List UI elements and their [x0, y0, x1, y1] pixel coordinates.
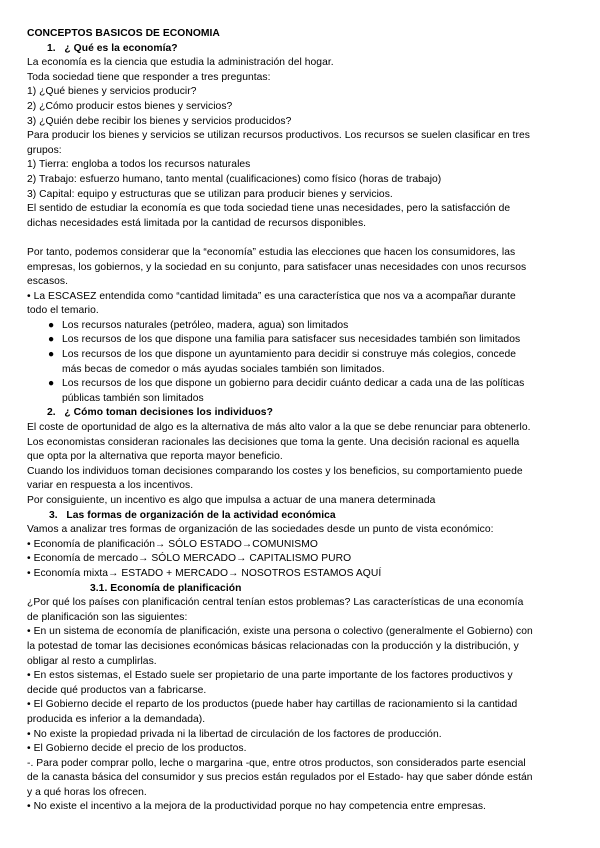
paragraph-line: Por consiguiente, un incentivo es algo que impulsa a actuar de una manera determinada	[27, 495, 436, 506]
section-number: 2.	[47, 407, 56, 419]
paragraph-line: dichas necesidades está limitada por la cantidad de recursos disponibles.	[27, 217, 367, 229]
bullet-item	[27, 348, 576, 377]
bullet-text: más becas de comedor o más ayudas sociales también son limitados.	[62, 363, 385, 375]
bullet-item	[27, 333, 576, 348]
bullet-dot-icon: ●	[48, 319, 55, 331]
paragraph-line: • El Gobierno decide el reparto de los productos (puede haber hay cartillas de racionamiento si la cantidad	[27, 699, 518, 711]
bullet-dot-icon: ●	[48, 334, 55, 346]
section-heading-3	[27, 509, 576, 524]
paragraph-line: ¿Por qué los países con planificación central tenían estos problemas? Las características de una economía	[27, 597, 524, 609]
section-number: 1.	[47, 42, 56, 54]
resource-line: 1) Tierra: engloba a todos los recursos naturales	[27, 159, 251, 171]
resource-line: 2) Trabajo: esfuerzo humano, tanto mental (cualificaciones) como físico (horas de trabajo)	[27, 173, 442, 185]
section-title: ¿ Cómo toman decisiones los individuos?	[64, 407, 273, 419]
bullet-text: Los recursos de los que dispone una familia para satisfacer sus necesidades también son limitados	[62, 334, 521, 346]
subsection-heading: 3.1. Economía de planificación	[90, 582, 242, 594]
paragraph-line: La economía es la ciencia que estudia la administración del hogar.	[27, 57, 334, 69]
section-heading-2	[27, 406, 576, 421]
resource-line: 3) Capital: equipo y estructuras que se utilizan para producir bienes y servicios.	[27, 188, 393, 200]
bullet-text: públicas también son limitados	[62, 392, 204, 404]
section-number: 3.	[49, 509, 58, 521]
bullet-item	[27, 377, 576, 406]
paragraph-line: todo el temario.	[27, 305, 99, 317]
question-line: 2) ¿Cómo producir estos bienes y servicios?	[27, 100, 233, 112]
section-title: ¿ Qué es la economía?	[64, 42, 178, 54]
paragraph-line: escasos.	[27, 276, 69, 288]
document-title: CONCEPTOS BASICOS DE ECONOMIA	[27, 28, 220, 39]
question-line: 1) ¿Qué bienes y servicios producir?	[27, 86, 197, 98]
economy-type-line: • Economía de planificación→ SÓLO ESTADO→COMUNISMO	[27, 538, 318, 550]
bullet-dot-icon: ●	[48, 349, 55, 361]
paragraph-line: la potestad de tomar las decisiones económicas básicas relacionadas con la producción y la distribución, y	[27, 640, 519, 652]
bullet-dot-icon: ●	[48, 378, 55, 390]
paragraph-line: producida es inferior a la demandada).	[27, 713, 206, 725]
paragraph-line: • El Gobierno decide el precio de los productos.	[27, 743, 247, 755]
section-title: Las formas de organización de la actividad económica	[66, 509, 336, 521]
paragraph-line: Los economistas consideran racionales las decisiones que toma la gente. Una decisión racional es aquella	[27, 436, 520, 448]
bullet-text: Los recursos de los que dispone un ayuntamiento para decidir si construye más colegios, concede	[62, 349, 517, 361]
paragraph-line: y a qué horas los ofrecen.	[27, 786, 147, 798]
paragraph-line: • En un sistema de economía de planificación, existe una persona o colectivo (generalmente el Gobierno) con	[27, 626, 533, 638]
paragraph-line: El coste de oportunidad de algo es la alternativa de más alto valor a la que se debe renunciar para obtenerlo.	[27, 422, 531, 434]
paragraph-line: que opta por la alternativa que reporta mayor beneficio.	[27, 451, 283, 463]
paragraph-line: • La ESCASEZ entendida como “cantidad limitada” es una característica que nos va a acompañar durante	[27, 290, 516, 302]
paragraph-line: El sentido de estudiar la economía es que toda sociedad tiene unas necesidades, pero la satisfacción de	[27, 203, 511, 215]
paragraph-line: de planificación son las siguientes:	[27, 611, 188, 623]
paragraph-line: Vamos a analizar tres formas de organización de las sociedades desde un punto de vista económico:	[27, 524, 494, 536]
question-line: 3) ¿Quién debe recibir los bienes y servicios producidos?	[27, 115, 292, 127]
paragraph-line: empresas, los gobiernos, y la sociedad en su conjunto, para satisfacer unas necesidades con unos recursos	[27, 261, 527, 273]
bullet-text: Los recursos naturales (petróleo, madera, agua) son limitados	[62, 319, 349, 331]
bullet-item	[27, 319, 576, 334]
paragraph-line: Por tanto, podemos considerar que la “economía” estudia las elecciones que hacen los consumidores, las	[27, 246, 516, 258]
paragraph-line: Toda sociedad tiene que responder a tres preguntas:	[27, 71, 271, 83]
paragraph-line: Para producir los bienes y servicios se utilizan recursos productivos. Los recursos se suelen clasificar en tres	[27, 130, 530, 142]
blank-line	[27, 231, 576, 246]
paragraph-line: decide qué productos van a fabricarse.	[27, 684, 207, 696]
paragraph-line: grupos:	[27, 144, 62, 156]
paragraph-line: -. Para poder comprar pollo, leche o margarina -que, entre otros productos, son considerados parte esencial	[27, 757, 526, 769]
paragraph-line: • No existe el incentivo a la mejora de la productividad porque no hay competencia entre empresas.	[27, 801, 486, 813]
paragraph-line: • No existe la propiedad privada ni la libertad de circulación de los factores de producción.	[27, 728, 442, 740]
paragraph-line: obligar al resto a cumplirlas.	[27, 655, 157, 667]
economy-type-line: • Economía mixta→ ESTADO + MERCADO→ NOSOTROS ESTAMOS AQUÍ	[27, 567, 382, 579]
paragraph-line: variar en respuesta a los incentivos.	[27, 480, 194, 492]
paragraph-line: • En estos sistemas, el Estado suele ser propietario de una parte importante de los factores productivos y	[27, 670, 513, 682]
paragraph-line: de la canasta básica del consumidor y sus precios están regulados por el Estado- hay que saber dónde están	[27, 772, 533, 784]
bullet-text: Los recursos de los que dispone un gobierno para decidir cuánto dedicar a cada una de las políticas	[62, 378, 525, 390]
economy-type-line: • Economía de mercado→ SÓLO MERCADO→ CAPITALISMO PURO	[27, 553, 352, 565]
paragraph-line: Cuando los individuos toman decisiones comparando los costes y los beneficios, su comportamiento puede	[27, 465, 523, 477]
section-heading-1	[27, 42, 576, 57]
